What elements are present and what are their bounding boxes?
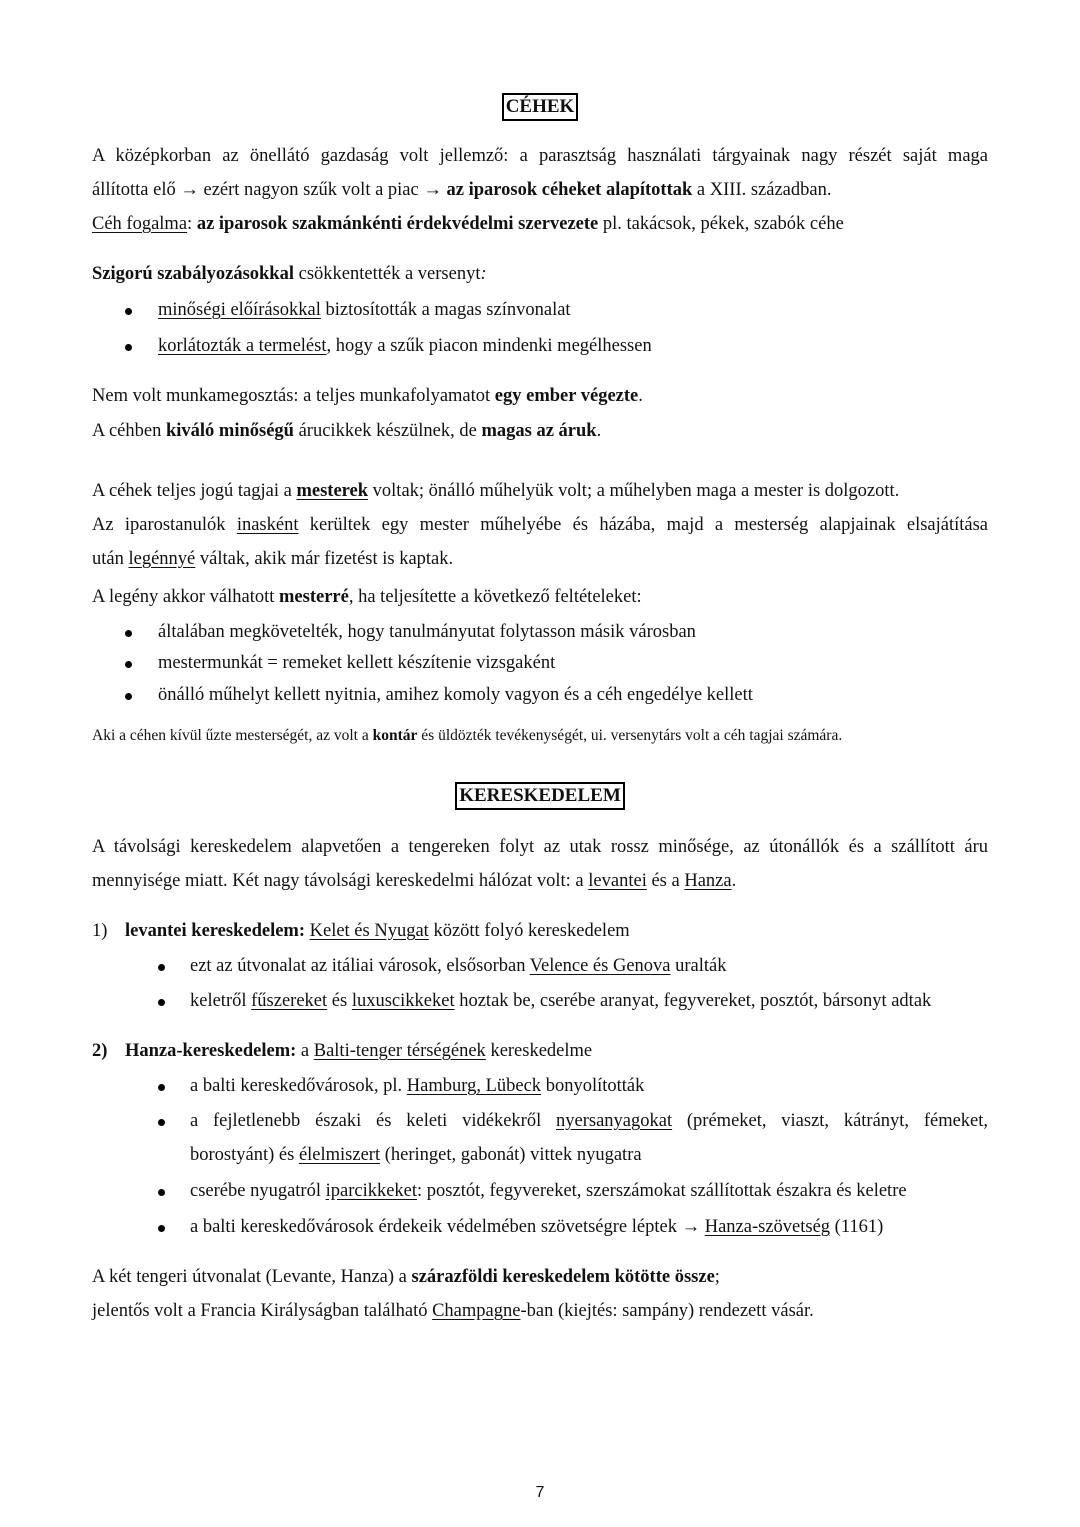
bullet-icon: [158, 964, 165, 971]
arrow-icon: →: [180, 180, 199, 200]
underlined-text: inasként: [236, 515, 299, 535]
paragraph-line: [92, 1299, 988, 1323]
paragraph-line: [92, 835, 988, 859]
underlined-text: nyersanyagokat: [556, 1111, 673, 1131]
list-item-continuation: [190, 1143, 642, 1167]
text: Aki a céhen kívül űzte mesterségét, az volt a: [92, 727, 369, 744]
bold-text: kontár: [372, 727, 418, 744]
arrow-icon: →: [681, 1217, 701, 1237]
text: , ha teljesítette a következő feltételeket:: [348, 587, 642, 607]
text: csökkentették a versenyt: [298, 264, 481, 284]
underlined-text: legénnyé: [128, 549, 196, 569]
bold-text: levantei kereskedelem:: [125, 921, 305, 941]
text: után: [92, 549, 124, 569]
underlined-text: iparcikkeket: [325, 1181, 418, 1201]
arrow-icon: →: [423, 180, 442, 200]
text: (1161): [834, 1217, 884, 1237]
underlined-text: Hanza: [684, 871, 732, 891]
bold-text: egy ember végezte: [494, 386, 639, 406]
bullet-icon: [125, 661, 132, 668]
text: A céhben: [92, 421, 162, 441]
underlined-text: Velence és Genova: [529, 956, 671, 976]
list-number: 1): [92, 921, 108, 941]
text: a fejletlenebb északi és keleti vidékekről: [190, 1111, 542, 1131]
bold-text: mesterré: [279, 587, 349, 607]
text: között folyó kereskedelem: [433, 921, 630, 941]
page-number: 7: [535, 1484, 545, 1501]
text: :: [187, 214, 193, 234]
underlined-text: Hanza-szövetség: [704, 1217, 831, 1237]
text: váltak, akik már fizetést is kaptak.: [199, 549, 454, 569]
bullet-icon: [125, 344, 132, 351]
text: állította elő: [92, 180, 176, 200]
paragraph-line: [92, 144, 988, 168]
section-heading-cehek: [0, 93, 1080, 121]
text: voltak; önálló műhelyük volt; a műhelyben maga a mester is dolgozott.: [372, 481, 900, 501]
text: , hogy a szűk piacon mindenki megélhessen: [326, 336, 652, 356]
underlined-text: élelmiszert: [298, 1145, 381, 1165]
paragraph-line: [92, 585, 988, 609]
text: a XIII. században.: [696, 180, 832, 200]
text: és: [331, 991, 348, 1011]
text: .: [638, 386, 643, 406]
paragraph-line: [92, 513, 988, 537]
bold-text: szárazföldi kereskedelem kötötte össze: [411, 1267, 715, 1287]
paragraph-line: [92, 547, 988, 571]
text: kereskedelme: [490, 1041, 593, 1061]
text: ezért nagyon szűk volt a piac: [203, 180, 419, 200]
text: és üldözték tevékenységét, ui. versenytárs volt a céh tagjai számára.: [421, 727, 843, 744]
paragraph-line: [92, 479, 988, 503]
bold-text: Szigorú szabályozásokkal: [92, 264, 294, 284]
list-item: [190, 1074, 644, 1098]
text: A távolsági kereskedelem alapvetően a tengereken folyt az utak rossz minősége, az útonállók és a szállított áru: [92, 837, 988, 857]
text: a balti kereskedővárosok érdekeik védelmében szövetségre léptek: [190, 1217, 677, 1237]
text: jelentős volt a Francia Királyságban található: [92, 1301, 428, 1321]
underlined-text: minőségi előírásokkal: [158, 300, 321, 320]
text: borostyánt) és: [190, 1145, 295, 1165]
text: : posztót, fegyvereket, szerszámokat szállítottak északra és keletre: [417, 1181, 907, 1201]
text: A céhek teljes jogú tagjai a: [92, 481, 292, 501]
text: .: [731, 871, 737, 891]
text: ;: [714, 1267, 720, 1287]
list-item: [158, 334, 652, 358]
underlined-text: Champagne: [432, 1301, 521, 1321]
text: uralták: [675, 956, 727, 976]
list-item: [158, 298, 571, 322]
paragraph-line: [92, 1265, 988, 1289]
underlined-text: fűszereket: [251, 991, 328, 1011]
text: Az iparostanulók: [92, 515, 226, 535]
underlined-text: levantei: [588, 871, 647, 891]
bullet-icon: [125, 630, 132, 637]
text: bonyolították: [545, 1076, 645, 1096]
list-item: általában megkövetelték, hogy tanulmányutat folytasson másik városban: [158, 622, 696, 642]
list-item: önálló műhelyt kellett nyitnia, amihez komoly vagyon és a céh engedélye kellett: [158, 685, 753, 705]
paragraph-line: [92, 262, 988, 286]
underlined-text: luxuscikkeket: [351, 991, 455, 1011]
text: kerültek egy mester műhelyébe és házába, majd a mesterség alapjainak elsajátítása: [309, 515, 989, 535]
text: pl. takácsok, pékek, szabók céhe: [602, 214, 844, 234]
bullet-icon: [125, 693, 132, 700]
text: A középkorban az önellátó gazdaság volt jellemző: a parasztság használati tárgyainak nagy részét saját maga: [92, 146, 988, 166]
paragraph-line: [92, 178, 988, 202]
bullet-icon: [158, 999, 165, 1006]
text: :: [480, 264, 487, 284]
text: .: [596, 421, 602, 441]
paragraph-line: [92, 419, 988, 443]
list-item: [190, 954, 727, 978]
text: keletről: [190, 991, 247, 1011]
bold-text: kiváló minőségű: [165, 421, 294, 441]
underlined-text: Balti-tenger térségének: [313, 1041, 486, 1061]
section-heading-kereskedelem: [0, 782, 1080, 810]
underlined-text: korlátozták a termelést: [158, 336, 327, 356]
bullet-icon: [158, 1084, 165, 1091]
bold-text: Hanza-kereskedelem:: [125, 1041, 297, 1061]
list-item: [190, 1179, 907, 1203]
definition-line: [92, 212, 988, 236]
text: (prémeket, viaszt, kátrányt, fémeket,: [686, 1111, 989, 1131]
bullet-icon: [125, 308, 132, 315]
paragraph-line: [92, 384, 988, 408]
list-number: 2): [92, 1041, 108, 1061]
bullet-icon: [158, 1225, 165, 1232]
text: hoztak be, cserébe aranyat, fegyvereket, posztót, bársonyt adtak: [459, 991, 932, 1011]
numbered-item: [125, 919, 988, 943]
underlined-text: Kelet és Nyugat: [309, 921, 429, 941]
text: ezt az útvonalat az itáliai városok, elsősorban: [190, 956, 526, 976]
text: -ban (kiejtés: sampány) rendezett vásár.: [520, 1301, 814, 1321]
bold-text: magas az áruk: [481, 421, 597, 441]
text: (heringet, gabonát) vittek nyugatra: [384, 1145, 642, 1165]
paragraph-line: [92, 869, 988, 893]
text: Nem volt munkamegosztás: a teljes munkafolyamatot: [92, 386, 491, 406]
numbered-item: [125, 1039, 988, 1063]
note-line: [92, 724, 988, 748]
text: a: [300, 1041, 310, 1061]
bold-underlined-text: mesterek: [296, 481, 369, 501]
bullet-icon: [158, 1189, 165, 1196]
heading-text: CÉHEK: [502, 93, 579, 121]
underlined-text: Hamburg, Lübeck: [406, 1076, 542, 1096]
text: cserébe nyugatról: [190, 1181, 321, 1201]
text: a balti kereskedővárosok, pl.: [190, 1076, 403, 1096]
heading-text: KERESKEDELEM: [455, 782, 625, 810]
list-item: [190, 1215, 883, 1239]
text: A legény akkor válhatott: [92, 587, 275, 607]
list-item: [190, 1109, 988, 1133]
list-item: [190, 989, 931, 1013]
text: biztosították a magas színvonalat: [325, 300, 571, 320]
list-item: mestermunkát = remeket kellett készítenie vizsgaként: [158, 653, 556, 673]
text: és a: [651, 871, 680, 891]
bullet-icon: [158, 1119, 165, 1126]
text: árucikkek készülnek, de: [298, 421, 477, 441]
bold-text: az iparosok szakmánkénti érdekvédelmi szervezete: [196, 214, 599, 234]
text: A két tengeri útvonalat (Levante, Hanza) a: [92, 1267, 407, 1287]
bold-text: az iparosok céheket alapítottak: [446, 180, 693, 200]
underlined-text: Céh fogalma: [92, 214, 188, 234]
text: mennyisége miatt. Két nagy távolsági kereskedelmi hálózat volt: a: [92, 871, 584, 891]
